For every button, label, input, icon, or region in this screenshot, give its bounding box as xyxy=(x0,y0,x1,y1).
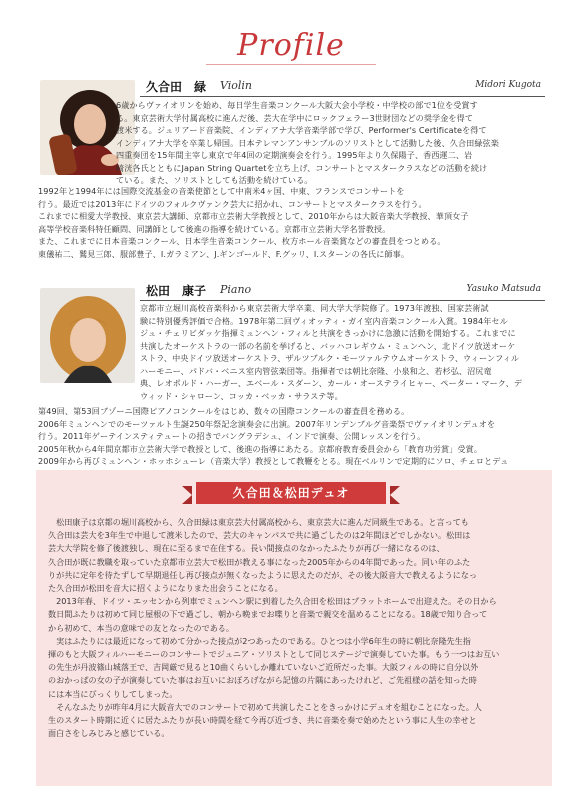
bio-line: ている。また、ソリストとしても活動を続けている。 xyxy=(116,175,313,185)
duo-line: のおかっぱの女の子が演奏していた事はお互いにおぼろげながら記憶の片隅にあったけれど、ご先祖様の話を知った時 xyxy=(48,675,477,686)
photo-matsuda xyxy=(40,288,135,383)
bio-line: インディアナ大学を卒業し帰国。日本テレマンアンサンブルのソリストとして活動した後、久合田緑弦楽 xyxy=(116,137,499,148)
duo-line: 2013年春、ドイツ・エッセンから列車でミュンヘン駅に到着した久合田を松田はプラットホームで出迎えた。その日から xyxy=(48,596,497,607)
bio-line: 行う。最近では2013年にドイツのフォルクヴァンク芸大に招かれ、コンサートとマスタークラスを行う。 xyxy=(38,198,427,209)
duo-line: 松田康子は京都の堀川高校から、久合田緑は東京芸大付属高校から、東京芸大に進んだ同級生である。と言っても xyxy=(48,517,469,527)
performer1-header xyxy=(140,78,545,97)
bio-line: 行う。2011年ゲーテインスティテュートの招きでバングラデシュ、インドで演奏、公開レッスンを行う。 xyxy=(38,431,426,441)
bio-line: る。東京芸術大学付属高校に進んだ後、芸大在学中にロックフェラー3世財団などの奨学金を得て xyxy=(116,112,474,123)
duo-line: た久合田が松田を音大に招くようになりまた出会うことになる。 xyxy=(48,583,283,594)
bio-line: 共演したオーケストラの一部の名前を挙げると、バッハコレギウム・ミュンヘン、北ドイツ放送オーケ xyxy=(140,340,516,351)
bio-line: 2006年ミュンヘンでのモーツァルト生誕250年祭記念演奏会に出演。2007年リンデンブルグ音楽祭でヴァイオリンデュオを xyxy=(38,418,496,429)
duo-line: から初めて、本当の意味での友となったのである。 xyxy=(48,622,234,633)
bio-line: 典、レオポルド・ハーガー、エベール・スダーン、カール・オーステライヒャー、ペーター・マーク、デ xyxy=(140,378,523,388)
performer2-name: 松田 康子 xyxy=(146,284,207,298)
bio-line: ジュ・チェリビダッケ指揮ミュンヘン・フィルと共演をきっかけに急激に活動を開始する。これまでに xyxy=(140,328,516,338)
duo-line: の先生が丹波篠山城落王で、吉岡厳で見ると10曲くらいしか離れていないご近所だった事。大阪フィルの時に自分以外 xyxy=(48,662,479,673)
bio-line: また、これまでに日本音楽コンクール、日本学生音楽コンクール、枚方ホール音楽賞などの審査員をつとめる。 xyxy=(38,236,446,246)
performer2-header xyxy=(140,282,545,301)
duo-line: 面白さをしみじみと感じている。 xyxy=(48,728,170,739)
duo-line: 芸大大学院を修了後渡独し、現在に至るまで在住する。長い間接点のなかったふたりが再び一緒になるのは、 xyxy=(48,543,445,554)
bio-line: 崎洸各氏とともにJapan String Quartetを立ち上げ、コンサートとマスタークラスなどの活動を続け xyxy=(116,162,488,173)
bio-line: 6歳からヴァイオリンを始め、毎日学生音楽コンクール大阪大会小学校・中学校の部で1位を受賞す xyxy=(116,100,478,110)
bio-line: ストラ、中央ドイツ放送オーケストラ、ザルツブルク・モーツァルテウムオーケストラ、ウィーンフィル xyxy=(140,353,520,363)
bio-line: 験に特別優秀評価で合格。1978年第二回ヴィオッティ・ガイ室内音楽コンクール入賞。1984年セル xyxy=(140,315,508,326)
bio-line: ウィッド・シャローン、コッカ・ベッカ・サラステ等。 xyxy=(140,390,343,401)
bio-line: 東儀祐二、鷲見三郎、服部豊子、I.ガラミアン、J.ギンゴールド、F.グッリ、I.スターンの各氏に師事。 xyxy=(38,248,410,259)
performer2-instrument: Piano xyxy=(220,283,252,296)
bio-line: 1992年と1994年には国際交流基金の音楽使節として中南米4ヶ国、中東、フランスでコンサートを xyxy=(38,186,405,196)
performer1-name: 久合田 緑 xyxy=(146,80,207,94)
duo-line: 久合田が既に教職を取っていた京都市立芸大で松田が教える事になった2005年からの4年間であった。同い年のふた xyxy=(48,556,471,567)
duo-line: 揮のもと大阪フィルハーモニーのコンサートでジュニア・ソリストとして同じステージで演奏していた事。もう一つはお互い xyxy=(48,649,500,660)
page-title: Profile xyxy=(237,28,345,63)
performer2-bio-wide xyxy=(38,405,558,480)
duo-line: 生のスタート時期に近くに居たふたりが長い時間を経て今再び近づき、共に音楽を奏で始めたという事に人生の幸せと xyxy=(48,715,477,726)
performer1-name-roman: Midori Kugota xyxy=(475,80,541,90)
bio-line: 第49回、第53回ブゾーニ国際ピアノコンクールをはじめ、数々の国際コンクールの審査員を務める。 xyxy=(38,406,410,416)
performer1-bio-wide xyxy=(38,185,558,260)
performer2-name-roman: Yasuko Matsuda xyxy=(466,284,541,294)
bio-line: 京都市立堀川高校音楽科から東京芸術大学卒業、同大学大学院修了。1973年渡独、国家芸術試 xyxy=(140,303,489,313)
bio-line: ハーモニー、パドバ・ベニス室内管弦楽団等。指揮者では朝比奈隆、小泉和之、若杉弘、沼尻竜 xyxy=(140,365,492,376)
bio-line: 高等学校音楽科特任顧問、同講師として後進の指導を続けている。京都市立芸術大学名誉教授。 xyxy=(38,223,391,234)
duo-line: 久合田は芸大を3年生で中退して渡米したので、芸大のキャンパスで共に過ごしたのは2年間ほどでしかない。松田は xyxy=(48,530,471,541)
bio-line: 2005年秋から4年間京都市立芸術大学で教授として、後進の指導にあたる。京都府教育委員会から「教育功労賞」受賞。 xyxy=(38,443,482,454)
duo-line: には本当にびっくりしてしまった。 xyxy=(48,688,178,699)
duo-line: りが共に定年を待たずして早期退任し再び接点が無くなったように思えたのだが、その後大阪音大で教えるようになっ xyxy=(48,569,477,580)
duo-title: 久合田＆松田デュオ xyxy=(232,486,350,500)
duo-line: そんなふたりが昨年4月に大阪音大でのコンサートで初めて共演したことをきっかけにデュオを組むことになった。人 xyxy=(48,701,482,712)
title-underline xyxy=(206,64,376,65)
bio-line: 渡米する。ジュリアード音楽院、インディアナ大学音楽学部で学び、Performer's Certificateを得て xyxy=(116,125,487,135)
performer1-bio xyxy=(116,99,556,187)
banner-ribbon-left xyxy=(182,486,192,504)
performer2-bio xyxy=(140,302,558,402)
bio-line: 四重奏団を15年間主宰し東京で年4回の定期演奏会を行う。1995年より久保陽子、香西運二、岩 xyxy=(116,150,473,160)
banner-ribbon-right xyxy=(390,486,400,504)
duo-description xyxy=(48,516,544,740)
duo-line: 実はふたりには最近になって初めて分かった接点が2つあったのである。ひとつは小学6年生の時に朝比奈隆先生指 xyxy=(48,635,471,646)
performer1-instrument: Violin xyxy=(220,79,253,92)
duo-line: 数日間ふたりは初めて同じ屋根の下で過ごし、朝から晩までお喋りと音楽で親交を温めることになる。18歳で知り合って xyxy=(48,609,488,620)
bio-line: これまでに相愛大学教授、東京芸大講師、京都市立芸術大学教授として、2010年からは大阪音楽大学教授、華頂女子 xyxy=(38,211,469,221)
bio-line: 2009年から再びミュンヘン・ホッホシューレ（音楽大学）教授として教鞭をとる。現在ベルリンで定期的にソロ、チェロとデュ xyxy=(38,456,509,466)
